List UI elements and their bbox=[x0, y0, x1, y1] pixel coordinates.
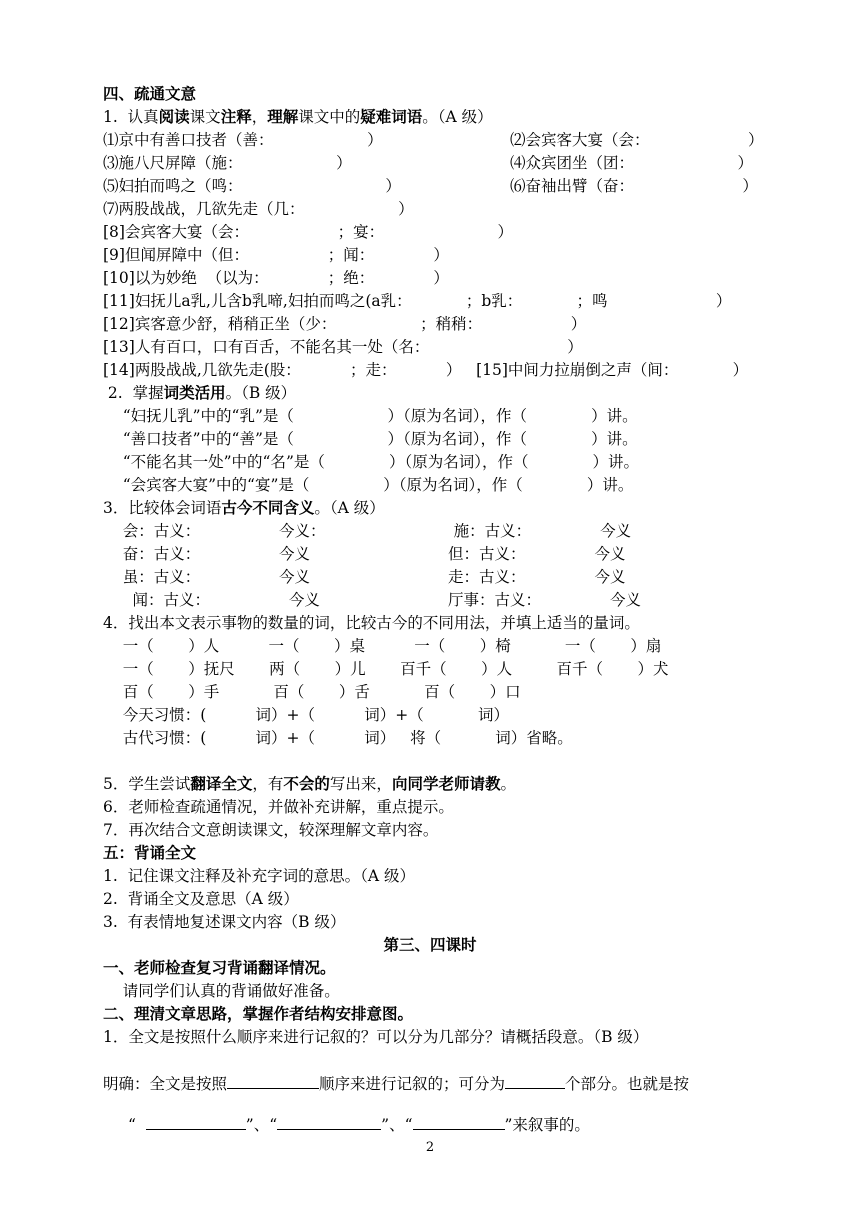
lesson-question-1: 1．全文是按照什么顺序来进行记叙的？可以分为几部分？请概括段意。（B 级） bbox=[103, 1028, 649, 1046]
item1-p5: 。（A 级） bbox=[422, 108, 493, 126]
item2-instruction bbox=[103, 383, 296, 403]
answer-line-2 bbox=[128, 1114, 590, 1135]
lesson-heading-2: 二、理清文章思路，掌握作者结构安排意图。 bbox=[103, 1004, 414, 1023]
item1-b4: 疑难词语 bbox=[360, 107, 423, 126]
item3-line: 闻：古义： 今义 厅事：古义： 今义 bbox=[103, 591, 641, 609]
item4-line: 一（ ）人 一（ ）桌 一（ ）椅 一（ ）扇 bbox=[103, 637, 662, 655]
item5-p4: 。 bbox=[500, 775, 516, 793]
section5-heading: 五：背诵全文 bbox=[103, 843, 197, 862]
item1-b3: 理解 bbox=[267, 107, 299, 126]
item1-p3: ， bbox=[251, 108, 268, 126]
item4-line: 一（ ）抚尺 两（ ）儿 百千（ ）人 百千（ ）犬 bbox=[103, 660, 669, 678]
item3-instruction bbox=[103, 498, 385, 518]
lesson-heading-1-text: 请同学们认真的背诵做好准备。 bbox=[103, 982, 340, 1000]
item2-b1: 词类活用 bbox=[163, 383, 226, 402]
answer-text-a: 明确：全文是按照 bbox=[103, 1075, 228, 1093]
lesson-title: 第三、四课时 bbox=[383, 935, 477, 954]
answer-text-b: 顺序来进行记叙的；可分为 bbox=[319, 1075, 506, 1093]
item4-instruction: 4．找出本文表示事物的数量的词，比较古今的不同用法，并填上适当的量词。 bbox=[103, 614, 640, 632]
lesson-heading-1: 一、老师检查复习背诵翻译情况。 bbox=[103, 958, 336, 977]
fill-blank-part-3[interactable] bbox=[413, 1114, 505, 1130]
fill-blank-parts[interactable] bbox=[505, 1073, 565, 1089]
item1-p1: 1. 认真 bbox=[103, 108, 159, 126]
item1-p2: 课文 bbox=[189, 108, 221, 126]
item5 bbox=[103, 774, 516, 794]
answer-text-c: 个部分。也就是按 bbox=[565, 1075, 690, 1093]
fill-blank-part-1[interactable] bbox=[146, 1114, 246, 1130]
item1-row-left: ⑺两股战战，几欲先走（几： ） bbox=[103, 200, 414, 218]
item4-line: 古代习惯：( 词）+（ 词） 将（ 词）省略。 bbox=[103, 729, 573, 747]
item2-p1: 2. 掌握 bbox=[103, 384, 164, 402]
item1-line: [9]但闻屏障中（但： ；闻： ） bbox=[103, 246, 449, 264]
fill-blank-order[interactable] bbox=[227, 1073, 319, 1089]
answer2-text-d: ”来叙事的。 bbox=[504, 1116, 590, 1134]
section4-heading: 四、疏通文意 bbox=[103, 84, 197, 103]
section5-item: 2. 背诵全文及意思（A 级） bbox=[103, 890, 299, 908]
item2-line: “不能名其一处”中的“名”是（ ）（原为名词），作（ ）讲。 bbox=[103, 453, 640, 471]
item3-line: 奋：古义： 今义 但：古义： 今义 bbox=[103, 545, 626, 563]
item1-line: [13]人有百口，口有百舌，不能名其一处（名： ） bbox=[103, 338, 583, 356]
item3-line: 虽：古义： 今义 走：古义： 今义 bbox=[103, 568, 626, 586]
item7: 7．再次结合文意朗读课文，较深理解文章内容。 bbox=[103, 821, 439, 839]
item2-line: “会宾客大宴”中的“宴”是（ ）（原为名词），作（ ）讲。 bbox=[103, 476, 634, 494]
item1-line: [8]会宾客大宴（会： ；宴： ） bbox=[103, 223, 513, 241]
item2-line: “善口技者”中的“善”是（ ）（原为名词），作（ ）讲。 bbox=[103, 430, 638, 448]
item2-line: “妇抚儿乳”中的“乳”是（ ）（原为名词），作（ ）讲。 bbox=[103, 407, 638, 425]
item1-row-right: ⑷众宾团坐（团： ） bbox=[510, 154, 753, 172]
item1-line: [14]两股战战,几欲先走(股： ；走： ） [15]中间力拉崩倒之声（间： ） bbox=[103, 361, 749, 379]
item1-row-left: ⑴京中有善口技者（善： ） bbox=[103, 131, 383, 149]
item5-p3: 写出来， bbox=[329, 775, 392, 793]
page-number: 2 bbox=[425, 1140, 435, 1155]
item1-line: [10]以为妙绝 （以为： ；绝： ） bbox=[103, 269, 449, 287]
section5-item: 3. 有表情地复述课文内容（B 级） bbox=[103, 913, 346, 931]
item5-p2: ，有 bbox=[252, 775, 284, 793]
item1-row-right: ⑵会宾客大宴（会： ） bbox=[510, 131, 764, 149]
answer2-text-b: ”、“ bbox=[245, 1116, 278, 1134]
item2-p2: 。（B 级） bbox=[225, 384, 297, 402]
item1-line: [12]宾客意少舒，稍稍正坐（少： ；稍稍： ） bbox=[103, 315, 587, 333]
item5-b3: 向同学老师请教 bbox=[391, 774, 501, 793]
answer-line-1 bbox=[103, 1073, 689, 1094]
item1-b2: 注释 bbox=[220, 107, 252, 126]
item5-p1: 5．学生尝试 bbox=[103, 775, 191, 793]
item3-p2: 。（A 级） bbox=[314, 499, 385, 517]
item6: 6．老师检查疏通情况，并做补充讲解，重点提示。 bbox=[103, 798, 454, 816]
fill-blank-part-2[interactable] bbox=[277, 1114, 381, 1130]
item1-row-right: ⑹奋袖出臂（奋： ） bbox=[510, 177, 758, 195]
item1-line: [11]妇抚儿a乳,儿含b乳啼,妇拍而鸣之(a乳： ；b乳： ；鸣 ） bbox=[103, 292, 732, 310]
item3-line: 会：古义： 今义： 施：古义： 今义 bbox=[103, 522, 632, 540]
item4-line: 百（ ）手 百（ ）舌 百（ ）口 bbox=[103, 683, 521, 701]
answer2-text-a: “ bbox=[128, 1116, 146, 1134]
item1-instruction bbox=[103, 107, 493, 127]
item5-b1: 翻译全文 bbox=[190, 774, 253, 793]
item1-row-left: ⑸妇拍而鸣之（鸣： ） bbox=[103, 177, 401, 195]
item5-b2: 不会的 bbox=[283, 774, 330, 793]
item3-b1: 古今不同含义 bbox=[221, 498, 315, 517]
item4-line: 今天习惯：( 词）+（ 词）+（ 词） bbox=[103, 706, 509, 724]
section5-item: 1. 记住课文注释及补充字词的意思。（A 级） bbox=[103, 867, 416, 885]
item1-row-left: ⑶施八尺屏障（施： ） bbox=[103, 154, 352, 172]
answer2-text-c: ”、“ bbox=[381, 1116, 413, 1134]
item1-p4: 课文中的 bbox=[298, 108, 361, 126]
item1-b1: 阅读 bbox=[158, 107, 190, 126]
item3-p1: 3．比较体会词语 bbox=[103, 499, 222, 517]
